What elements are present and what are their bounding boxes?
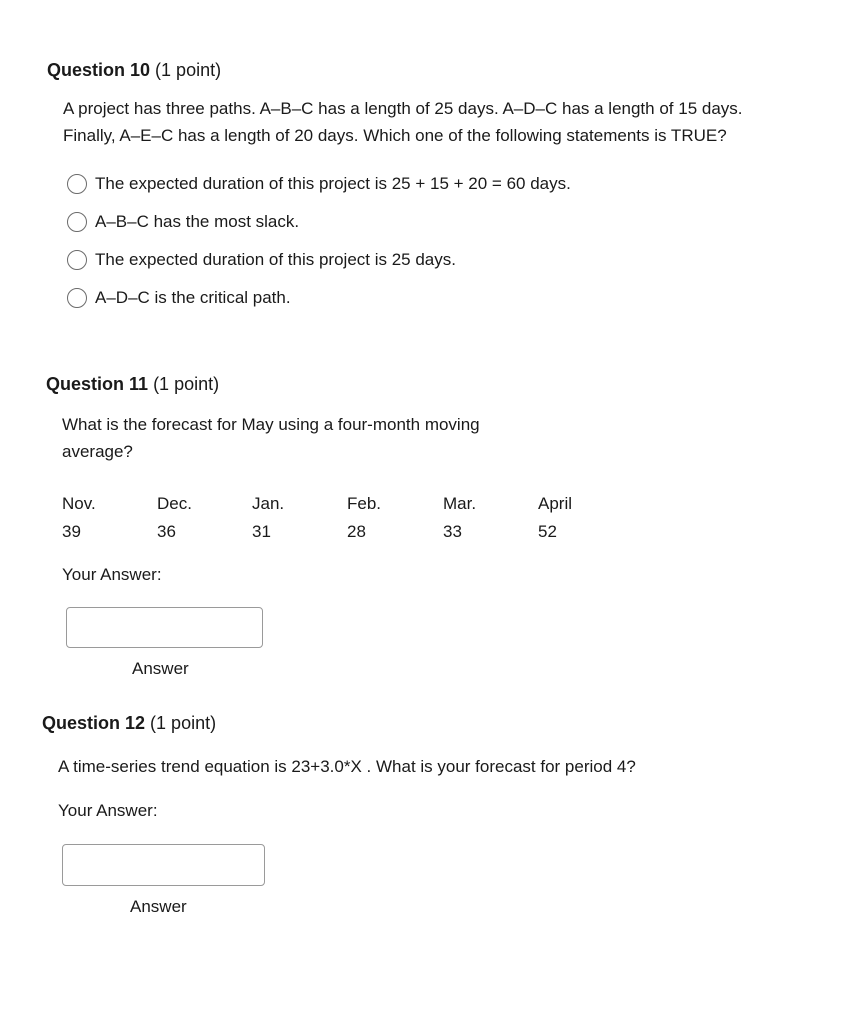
table-column [347,490,381,546]
month-value: 52 [538,522,557,541]
question-text-line: Finally, A–E–C has a length of 20 days. Which one of the following statements is TRUE? [63,126,727,145]
table-column [157,490,192,546]
question-number: Question 10 [47,60,151,80]
question-12-title [42,713,216,734]
option-label: A–D–C is the critical path. [95,288,291,307]
question-10-text [63,95,743,149]
month-header: Nov. [62,494,96,513]
answer-caption: Answer [132,659,189,678]
question-text-line: A project has three paths. A–B–C has a length of 25 days. A–D–C has a length of 15 days. [63,99,743,118]
month-value: 28 [347,522,366,541]
your-answer-label: Your Answer: [58,801,158,820]
question-text-line: What is the forecast for May using a four-month moving [62,415,480,434]
answer-caption: Answer [130,897,187,916]
option-label: A–B–C has the most slack. [95,212,300,231]
answer-option[interactable] [67,208,571,236]
month-header: Jan. [252,494,285,513]
question-points: (1 point) [150,713,217,733]
radio-button[interactable] [67,174,87,194]
sales-data-table [0,490,863,550]
question-11-text [62,411,480,465]
month-value: 39 [62,522,81,541]
question-text-line: average? [62,442,133,461]
radio-button[interactable] [67,288,87,308]
table-column [62,490,96,546]
table-column [252,490,284,546]
month-header: Feb. [347,494,382,513]
month-header: Dec. [157,494,192,513]
month-value: 33 [443,522,462,541]
radio-button[interactable] [67,250,87,270]
radio-button[interactable] [67,212,87,232]
answer-option[interactable] [67,170,571,198]
answer-input[interactable] [66,607,263,648]
table-column [443,490,476,546]
month-value: 36 [157,522,176,541]
your-answer-label: Your Answer: [62,565,162,584]
question-12-text: A time-series trend equation is 23+3.0*X . What is your forecast for period 4? [58,757,636,776]
question-10-options [67,170,571,312]
month-header: Mar. [443,494,477,513]
question-points: (1 point) [153,374,220,394]
table-column [538,490,572,546]
month-header: April [538,494,573,513]
question-number: Question 11 [46,374,149,394]
question-11-title [46,374,219,395]
answer-option[interactable] [67,246,571,274]
month-value: 31 [252,522,271,541]
answer-option[interactable] [67,284,571,312]
answer-input[interactable] [62,844,265,886]
option-label: The expected duration of this project is 25 days. [95,250,456,269]
question-points: (1 point) [155,60,222,80]
question-10-title [47,60,221,81]
question-number: Question 12 [42,713,146,733]
option-label: The expected duration of this project is 25 + 15 + 20 = 60 days. [95,174,571,193]
